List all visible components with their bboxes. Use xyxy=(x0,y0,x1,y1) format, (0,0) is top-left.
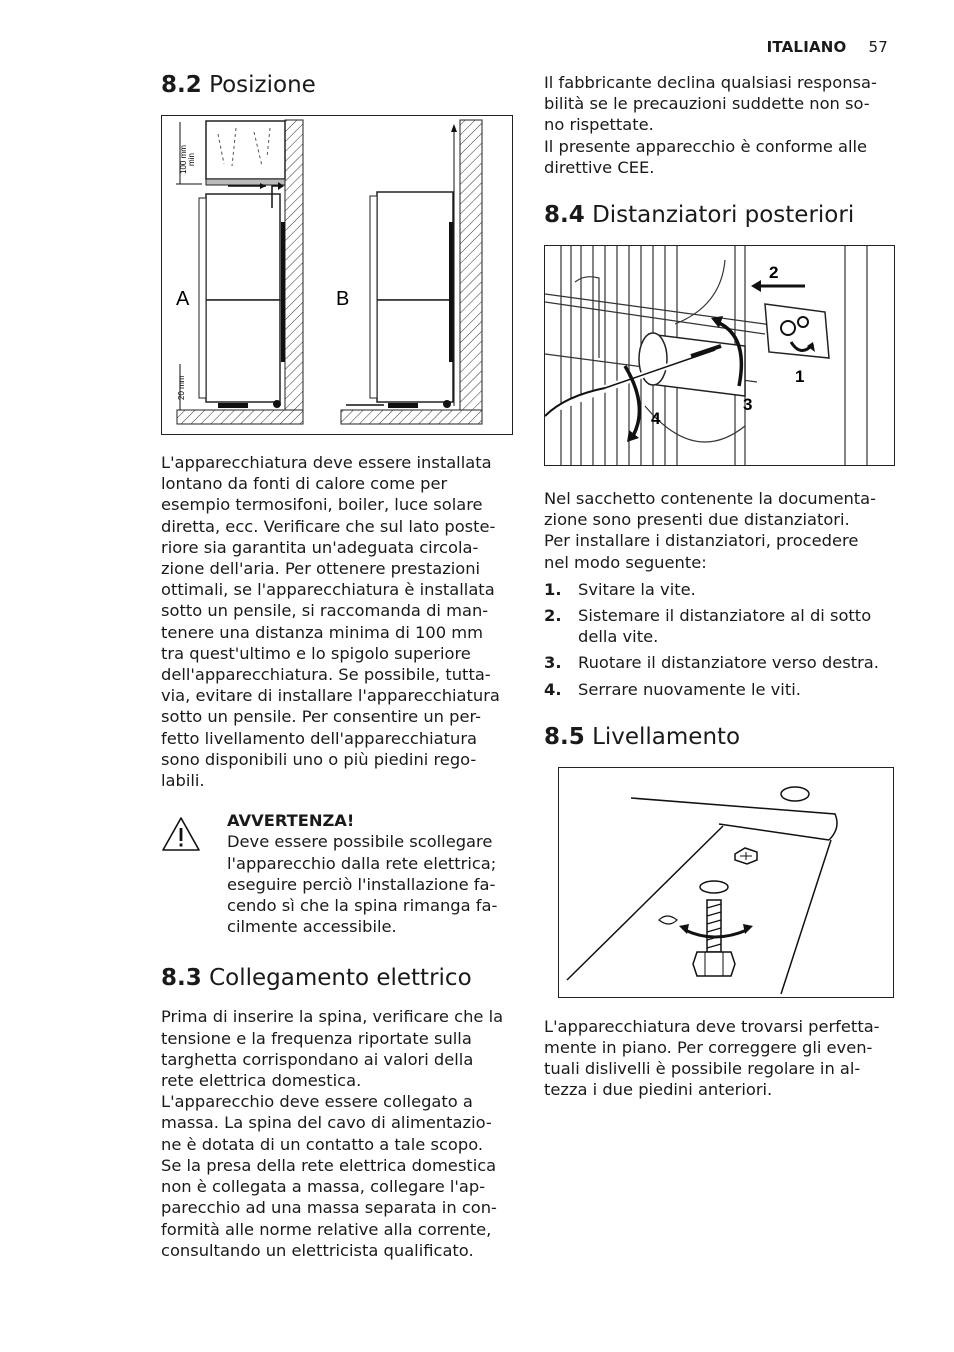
warning-content xyxy=(227,810,497,937)
electrical-paragraph: Prima di inserire la spina, verificare che la tensione e la frequenza riportate sulla targhetta corrispondano ai valori della rete elettrica domestica. L'apparecchio deve essere collegato a massa. La spina del cavo di alimentazio- ne è dotata di un contatto a tale scopo. Se la presa della rete elettrica domestica non è collegata a massa, collegare l'ap- parecchio ad una massa separata in con- formità alle norme relative alla corrente, consultando un elettricista qualificato. xyxy=(161,1007,504,1260)
left-column xyxy=(161,70,513,1261)
figure-spacers xyxy=(544,245,895,466)
spacers-paragraph: Nel sacchetto contenente la documenta- zione sono presenti due distanziatori. Per installare i distanziatori, procedere nel modo seguente: xyxy=(544,489,877,572)
warning-text: Deve essere possibile scollegare l'apparecchio dalla rete elettrica; eseguire perciò l'installazione fa- cendo sì che la spina rimanga fa- cilmente accessibile. xyxy=(227,832,498,937)
dim-top-min-label: min xyxy=(187,153,196,166)
step-label-4: 4 xyxy=(651,409,661,429)
step-label-3: 3 xyxy=(743,395,753,415)
figure-leveling xyxy=(558,767,894,998)
list-item: 4. Serrare nuovamente le viti. xyxy=(544,679,801,699)
dim-top-label: 100 mm xyxy=(179,145,188,174)
label-a: A xyxy=(176,288,190,310)
section-heading-8-3: 8.3 Collegamento elettrico xyxy=(161,965,472,992)
section-heading-8-2: 8.2 Posizione xyxy=(161,72,316,98)
label-b: B xyxy=(336,288,350,310)
warning-box xyxy=(161,810,513,937)
language-label: ITALIANO xyxy=(766,38,847,56)
leveling-paragraph: L'apparecchiatura deve trovarsi perfetta- mente in piano. Per correggere gli even- tuali dislivelli è possibile regolare in al- tezza i due piedini anteriori. xyxy=(544,1016,880,1100)
section-heading-8-5: 8.5 Livellamento xyxy=(544,723,741,750)
warning-icon xyxy=(161,816,201,852)
warning-title: AVVERTENZA! xyxy=(227,811,355,831)
step-label-1: 1 xyxy=(795,367,805,387)
spacers-steps xyxy=(544,579,896,700)
list-item: 1. Svitare la vite. xyxy=(544,579,696,599)
page-number: 57 xyxy=(868,38,888,56)
figure-position xyxy=(161,115,513,435)
page-header xyxy=(767,38,888,56)
section-heading-8-4: 8.4 Distanziatori posteriori xyxy=(544,202,855,229)
list-item: 3. Ruotare il distanziatore verso destra. xyxy=(544,653,879,673)
disclaimer-paragraph: Il fabbricante declina qualsiasi responsa- bilità se le precauzioni suddette non so- no rispettate. Il presente apparecchio è conforme alle direttive CEE. xyxy=(544,73,877,177)
position-paragraph: L'apparecchiatura deve essere installata lontano da fonti di calore come per esempio termosifoni, boiler, luce solare diretta, ecc. Verificare che sul lato poste- riore sia garantita un'adeguata circola- zione dell'aria. Per ottenere prestazioni ottimali, se l'apparecchiatura è installata sotto un pensile, si raccomanda di man- tenere una distanza minima di 100 mm tra quest'ultimo e lo spigolo superiore dell'apparecchiatura. Se possibile, tutta- via, evitare di installare l'apparecchiatura sotto un pensile. Per consentire un per- fetto livellamento dell'apparecchiatura sono disponibili uno o più piedini rego- labili. xyxy=(161,453,500,791)
dim-bottom-label: 20 mm xyxy=(177,375,186,400)
spacers-diagram xyxy=(545,246,894,465)
leveling-diagram xyxy=(559,768,893,997)
list-item: 2. Sistemare il distanziatore al di sotto della vite. xyxy=(544,606,872,647)
right-column xyxy=(544,70,896,1101)
position-diagram xyxy=(162,116,512,434)
step-label-2: 2 xyxy=(769,263,779,283)
